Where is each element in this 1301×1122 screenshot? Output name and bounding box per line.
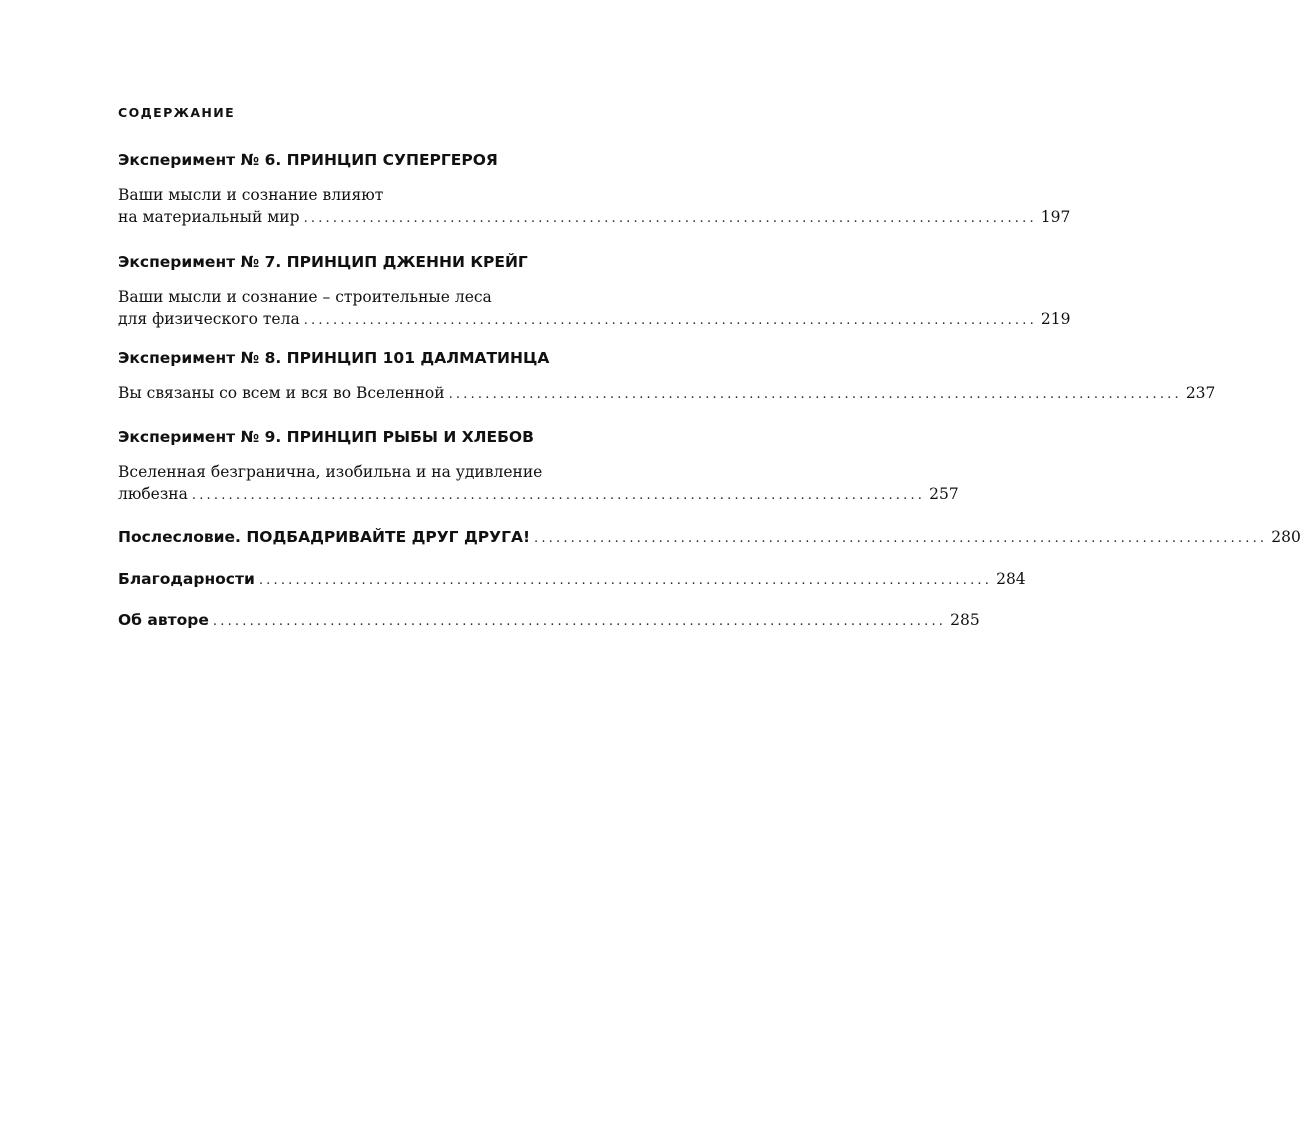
toc-entry-8[interactable] bbox=[118, 384, 1216, 402]
page-number-7: 219 bbox=[1040, 310, 1071, 328]
toc-entry-acknowledgements[interactable] bbox=[118, 570, 1026, 588]
chapter-subtitle-9-line2: любезна bbox=[118, 485, 188, 503]
toc-entry-afterword[interactable] bbox=[118, 528, 1301, 546]
dot-leader: .................................................................................................... bbox=[448, 387, 1182, 402]
about-author-label: Об авторе bbox=[118, 611, 209, 629]
toc-entry-6[interactable] bbox=[118, 208, 1071, 226]
chapter-subtitle-7-line1: Ваши мысли и сознание – строительные леса bbox=[118, 288, 492, 306]
page-number-acknowledgements: 284 bbox=[996, 570, 1026, 588]
page-number-afterword: 280 bbox=[1271, 528, 1301, 546]
page-number-9: 257 bbox=[929, 485, 959, 503]
dot-leader: .................................................................................................... bbox=[258, 573, 993, 588]
chapter-subtitle-6-line1: Ваши мысли и сознание влияют bbox=[118, 186, 384, 204]
page-title: СОДЕРЖАНИЕ bbox=[118, 105, 236, 120]
toc-entry-about-author[interactable] bbox=[118, 611, 980, 629]
chapter-heading-7: Эксперимент № 7. ПРИНЦИП ДЖЕННИ КРЕЙГ bbox=[118, 253, 528, 271]
dot-leader: .................................................................................................... bbox=[191, 488, 926, 503]
dot-leader: .................................................................................................... bbox=[534, 531, 1268, 546]
acknowledgements-label: Благодарности bbox=[118, 570, 255, 588]
chapter-subtitle-6-line2: на материальный мир bbox=[118, 208, 300, 226]
dot-leader: .................................................................................................... bbox=[303, 313, 1037, 328]
chapter-subtitle-8-line1: Вы связаны со всем и вся во Вселенной bbox=[118, 384, 445, 402]
chapter-heading-9: Эксперимент № 9. ПРИНЦИП РЫБЫ И ХЛЕБОВ bbox=[118, 428, 534, 446]
dot-leader: .................................................................................................... bbox=[303, 211, 1037, 226]
chapter-heading-8: Эксперимент № 8. ПРИНЦИП 101 ДАЛМАТИНЦА bbox=[118, 349, 550, 367]
afterword-label: Послесловие. ПОДБАДРИВАЙТЕ ДРУГ ДРУГА! bbox=[118, 528, 531, 546]
page-number-6: 197 bbox=[1040, 208, 1071, 226]
chapter-heading-6: Эксперимент № 6. ПРИНЦИП СУПЕРГЕРОЯ bbox=[118, 151, 498, 169]
dot-leader: .................................................................................................... bbox=[212, 614, 947, 629]
toc-entry-9[interactable] bbox=[118, 485, 959, 503]
toc-entry-7[interactable] bbox=[118, 310, 1071, 328]
page-number-about-author: 285 bbox=[950, 611, 980, 629]
page-number-8: 237 bbox=[1185, 384, 1216, 402]
chapter-subtitle-7-line2: для физического тела bbox=[118, 310, 300, 328]
chapter-subtitle-9-line1: Вселенная безгранична, изобильна и на удивление bbox=[118, 463, 543, 481]
